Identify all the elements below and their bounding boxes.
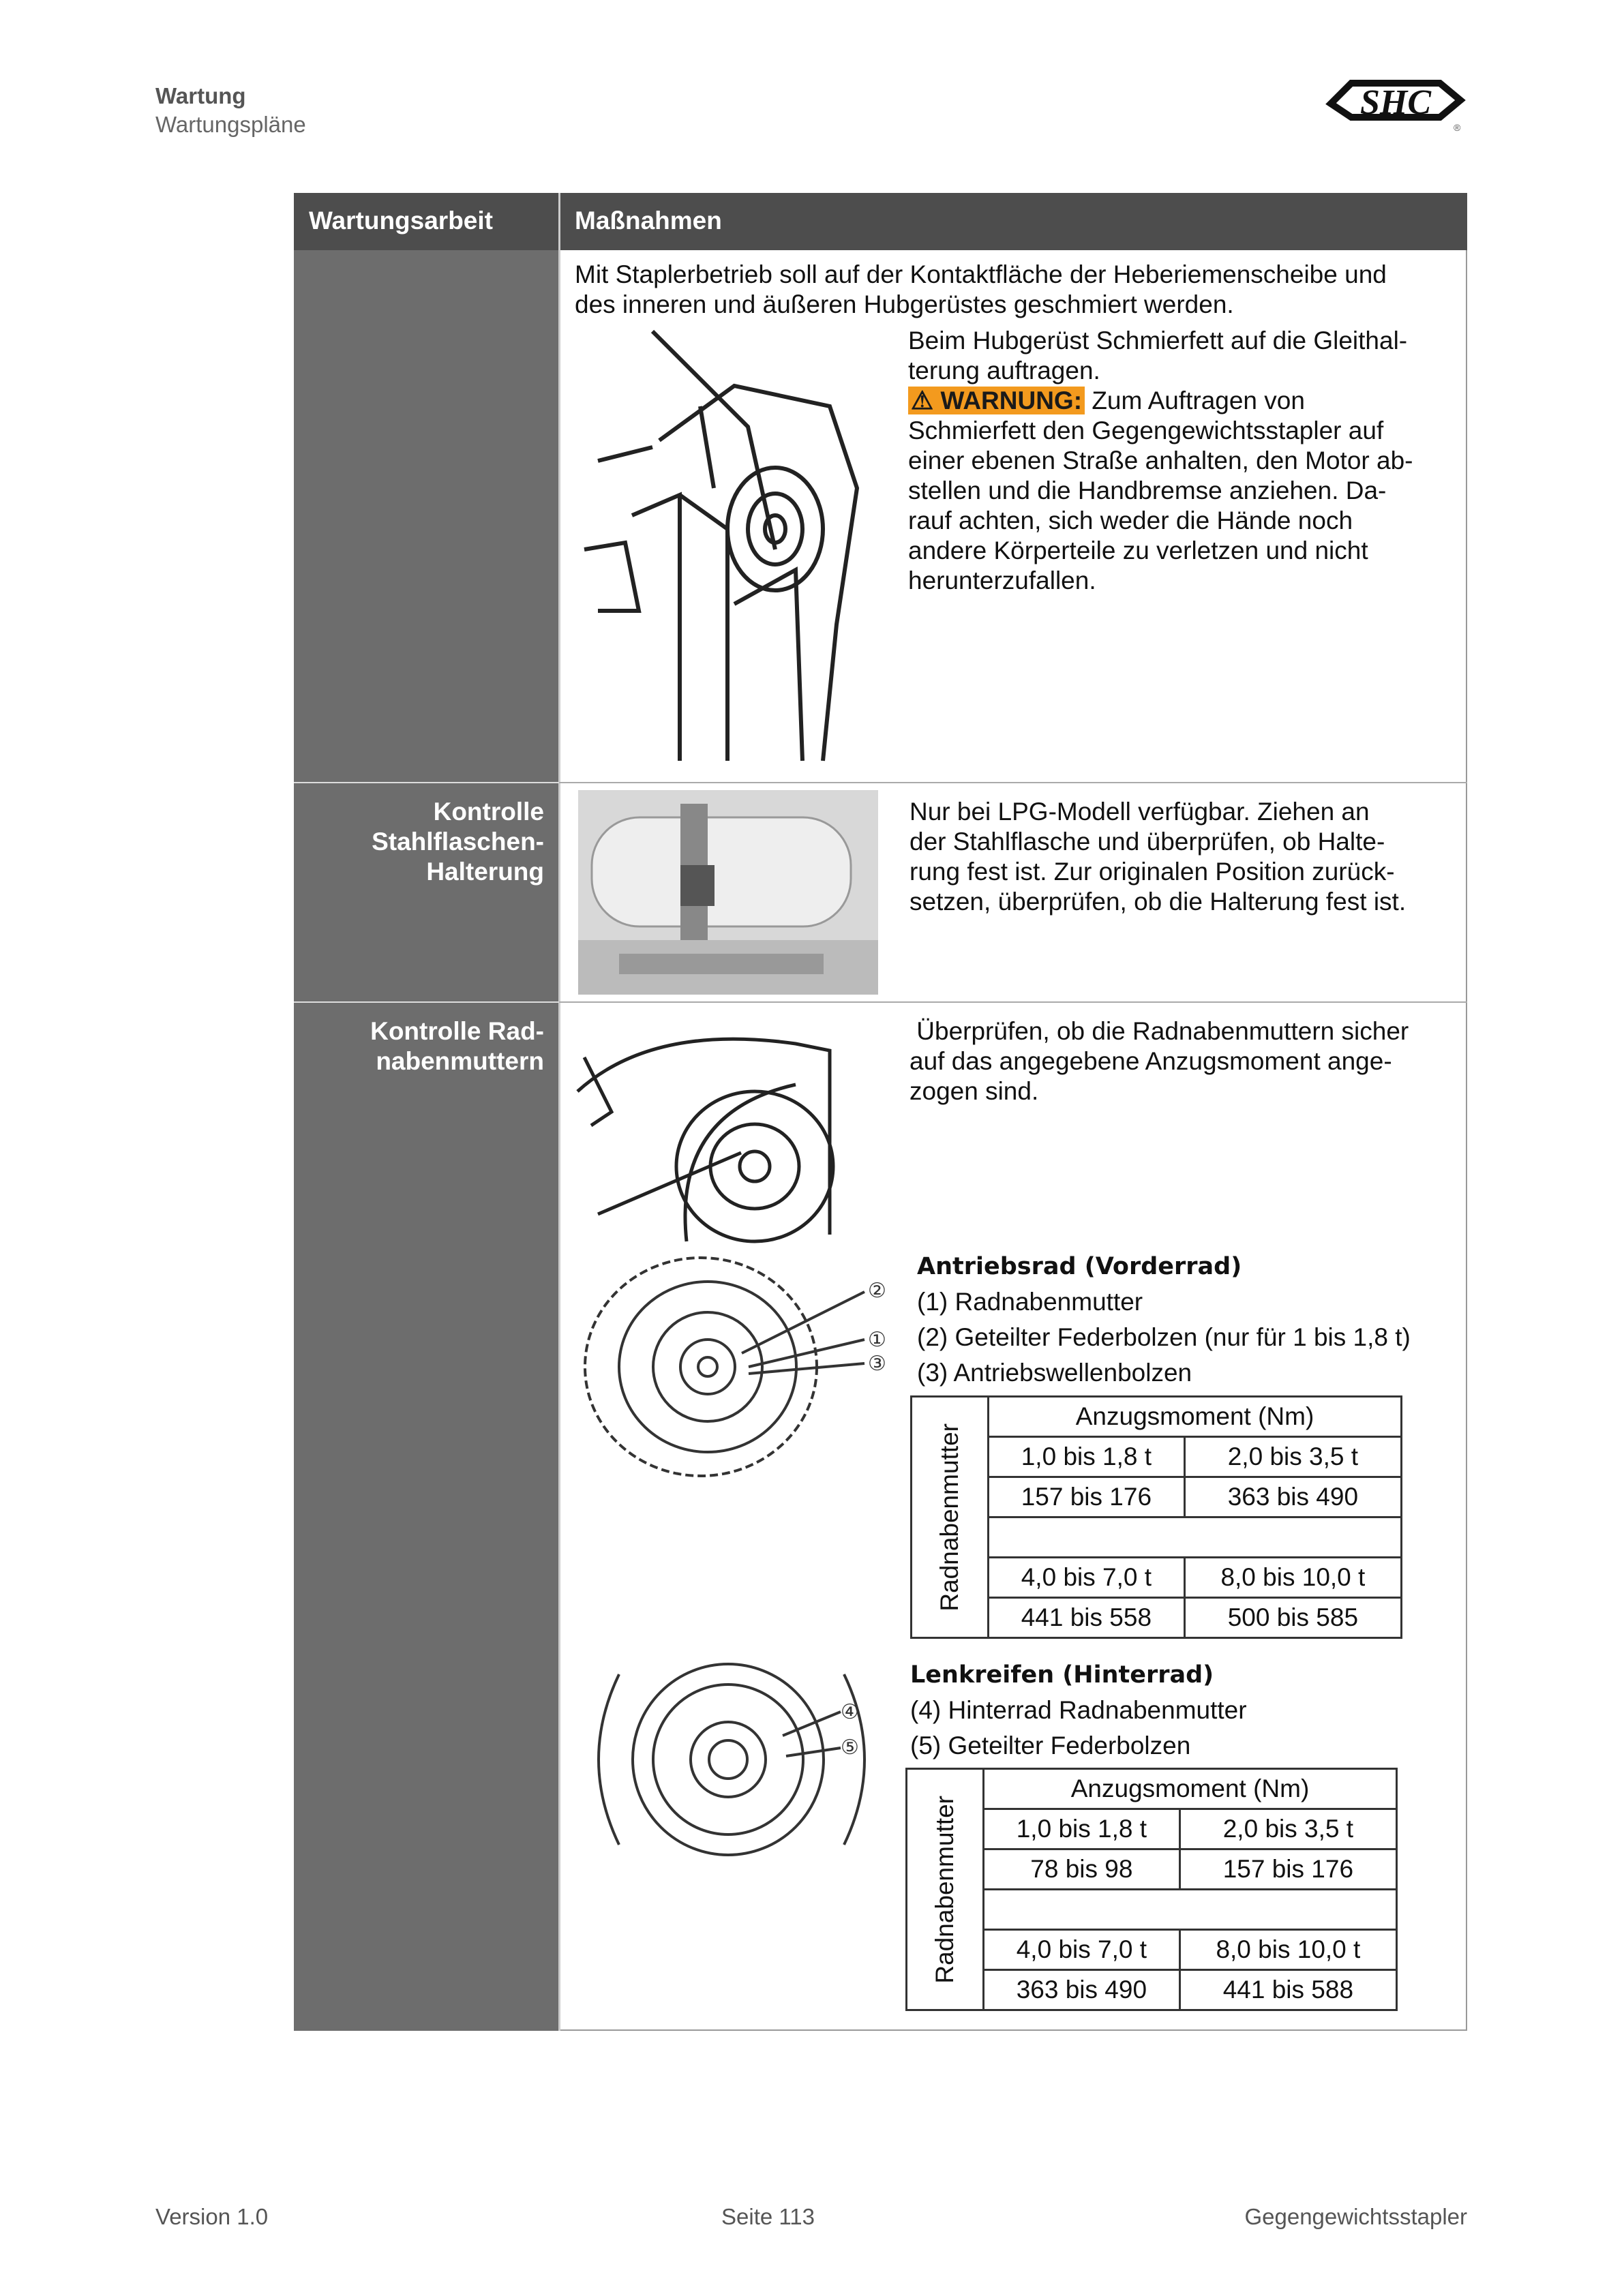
text-line: stellen und die Handbremse anziehen. Da- [908,477,1387,504]
table-cell: 1,0 bis 1,8 t [989,1437,1185,1477]
table-cell: 500 bis 585 [1184,1598,1401,1638]
text-line: Zum Auftragen von [1085,387,1305,414]
rear-wheel-legend [910,1657,1247,1764]
table-title: Anzugsmoment (Nm) [989,1397,1402,1437]
text-line: andere Körperteile zu verletzen und nicht [908,537,1368,564]
row-divider [294,1001,559,1003]
table-cell: 441 bis 558 [989,1598,1185,1638]
table-cell: 1,0 bis 1,8 t [984,1809,1180,1849]
legend-item: (3) Antriebswellenbolzen [917,1359,1192,1387]
callout-2: ② [868,1280,886,1302]
table-cell: 363 bis 490 [984,1970,1180,2010]
table-cell: 2,0 bis 3,5 t [1179,1809,1396,1849]
text-line: setzen, überprüfen, ob die Halterung fest ist. [909,888,1407,916]
text-line: zogen sind. [909,1077,1039,1105]
text-line: des inneren und äußeren Hubgerüstes geschmiert werden. [575,290,1234,318]
text-line: der Stahlflasche und überprüfen, ob Halte- [909,828,1385,856]
row-divider [294,782,559,783]
cylinder-bracket-text [909,797,1406,917]
table-cell-empty [989,1517,1402,1558]
front-wheel-diagram [578,1251,893,1477]
text-line: terung auftragen. [908,357,1100,384]
legend-item: (5) Geteilter Federbolzen [910,1732,1191,1759]
legend-item: (2) Geteilter Federbolzen (nur für 1 bis 1,8 t) [917,1323,1411,1351]
legend-item: (1) Radnabenmutter [917,1288,1143,1316]
table-cell: 157 bis 176 [989,1477,1185,1517]
text-line: Halterung [426,858,544,886]
subsection-title: Wartungspläne [155,112,306,137]
front-wheel-heading: Antriebsrad (Vorderrad) [917,1253,1242,1280]
column-divider [558,193,560,2031]
row-divider [559,1001,1467,1003]
warning-badge: ⚠ WARNUNG: [908,387,1085,414]
legend-item: (4) Hinterrad Radnabenmutter [910,1696,1247,1724]
text-line: rung fest ist. Zur originalen Position zurück- [909,858,1395,886]
row-divider [559,782,1467,783]
rear-torque-table [905,1768,1398,2011]
column-header-measures: Maßnahmen [575,207,722,235]
lubrication-intro [575,260,1387,320]
table-cell: 441 bis 588 [1179,1970,1396,2010]
footer-product: Gegengewichtsstapler [1244,2204,1467,2229]
callout-3: ③ [868,1353,886,1375]
text-line: nabenmuttern [376,1047,544,1075]
text-line: Überprüfen, ob die Radnabenmuttern sicher [909,1017,1409,1045]
lpg-cylinder-photo [578,790,878,995]
text-line: Stahlflaschen- [372,828,544,856]
table-cell-empty [984,1890,1397,1930]
callout-5: ⑤ [841,1736,859,1759]
text-line: Beim Hubgerüst Schmierfett auf die Gleithal- [908,327,1408,354]
wheel-wrench-illustration [571,1010,884,1245]
section-title: Wartung [155,83,246,108]
footer-page: Seite 113 [721,2204,815,2229]
front-wheel-legend [917,1249,1411,1391]
side-label: Radnabenmutter [935,1423,963,1612]
task-label-wheel-nuts [299,1016,544,1076]
column-header-task: Wartungsarbeit [309,207,493,235]
table-cell: 8,0 bis 10,0 t [1179,1930,1396,1970]
warning-line [908,386,1413,416]
table-cell: 157 bis 176 [1179,1849,1396,1890]
mast-roller-illustration [571,324,884,776]
svg-text:®: ® [1454,122,1461,133]
table-cell: 4,0 bis 7,0 t [989,1558,1185,1598]
footer-version: Version 1.0 [155,2204,269,2229]
text-line: einer ebenen Straße anhalten, den Motor ab- [908,447,1413,474]
table-cell: 78 bis 98 [984,1849,1180,1890]
table-cell: 8,0 bis 10,0 t [1184,1558,1401,1598]
text-line: auf das angegebene Anzugsmoment ange- [909,1047,1392,1075]
callout-1: ① [868,1329,886,1351]
rear-wheel-heading: Lenkreifen (Hinterrad) [910,1661,1214,1689]
text-line: Kontrolle Rad- [370,1017,544,1045]
text-line: rauf achten, sich weder die Hände noch [908,507,1353,534]
wheel-nuts-text [909,1016,1409,1106]
text-line: Nur bei LPG-Modell verfügbar. Ziehen an [909,798,1370,826]
front-torque-table [910,1395,1402,1639]
text-line: Schmierfett den Gegengewichtsstapler auf [908,417,1384,444]
company-logo [1324,63,1467,134]
table-cell: 4,0 bis 7,0 t [984,1930,1180,1970]
task-label-cylinder-bracket [299,797,544,887]
text-line: Mit Staplerbetrieb soll auf der Kontaktfläche der Heberiemenscheibe und [575,260,1387,288]
task-column [294,250,559,2031]
callout-4: ④ [841,1701,859,1723]
text-line: Kontrolle [433,798,544,826]
lubrication-text [908,326,1413,596]
side-label: Radnabenmutter [931,1795,959,1984]
svg-text:SHC: SHC [1359,83,1432,122]
rear-wheel-diagram [578,1661,885,1858]
table-title: Anzugsmoment (Nm) [984,1769,1397,1809]
table-cell: 363 bis 490 [1184,1477,1401,1517]
table-cell: 2,0 bis 3,5 t [1184,1437,1401,1477]
text-line: herunterzufallen. [908,567,1096,594]
